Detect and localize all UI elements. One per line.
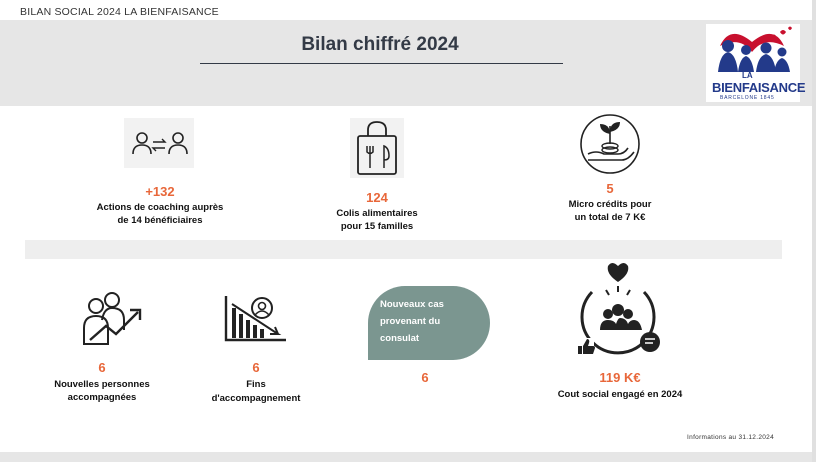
social-cost-community-icon xyxy=(572,262,664,363)
micro-label-1: Micro crédits pour xyxy=(568,199,652,210)
section-divider xyxy=(25,240,782,259)
logo-text-city: BARCELONE 1845 xyxy=(720,95,775,101)
bottom-bar xyxy=(0,452,812,462)
coaching-label-1: Actions de coaching auprès xyxy=(96,202,224,213)
nouvelles-label-2: accompagnées xyxy=(67,392,137,403)
info-date-note: Informations au 31.12.2024 xyxy=(687,434,774,441)
fins-label-1: Fins xyxy=(246,379,266,390)
cout-label: Cout social engagé en 2024 xyxy=(557,389,683,400)
colis-label-2: pour 15 familles xyxy=(340,221,414,232)
logo-text-la: LA xyxy=(742,71,753,80)
nouvelles-label-1: Nouvelles personnes xyxy=(54,379,150,390)
shopping-bag-icon xyxy=(350,118,404,183)
colis-label-1: Colis alimentaires xyxy=(336,208,418,219)
logo-figures-icon xyxy=(706,24,800,74)
title-underline xyxy=(200,63,563,64)
logo-text-name: BIENFAISANCE xyxy=(712,80,806,95)
colis-value: 124 xyxy=(366,190,388,205)
coaching-icon xyxy=(124,118,194,173)
page-title: Bilan chiffré 2024 xyxy=(301,34,459,55)
micro-credit-plant-icon xyxy=(578,112,642,181)
micro-label-2: un total de 7 K€ xyxy=(574,212,646,223)
fins-value: 6 xyxy=(252,360,260,375)
people-growth-icon xyxy=(82,290,144,355)
cout-value: 119 K€ xyxy=(599,370,641,385)
slide-edge xyxy=(812,0,816,462)
coaching-label-2: de 14 bénéficiaires xyxy=(117,215,203,226)
consulat-bubble-text: Nouveaux cas provenant du consulat xyxy=(380,299,444,344)
fins-label-2: d'accompagnement xyxy=(211,393,301,404)
coaching-value: +132 xyxy=(145,184,175,199)
consulat-value: 6 xyxy=(421,370,429,385)
micro-value: 5 xyxy=(606,181,614,196)
document-title: BILAN SOCIAL 2024 LA BIENFAISANCE xyxy=(20,6,219,18)
nouvelles-value: 6 xyxy=(98,360,106,375)
decline-chart-icon xyxy=(222,294,290,349)
